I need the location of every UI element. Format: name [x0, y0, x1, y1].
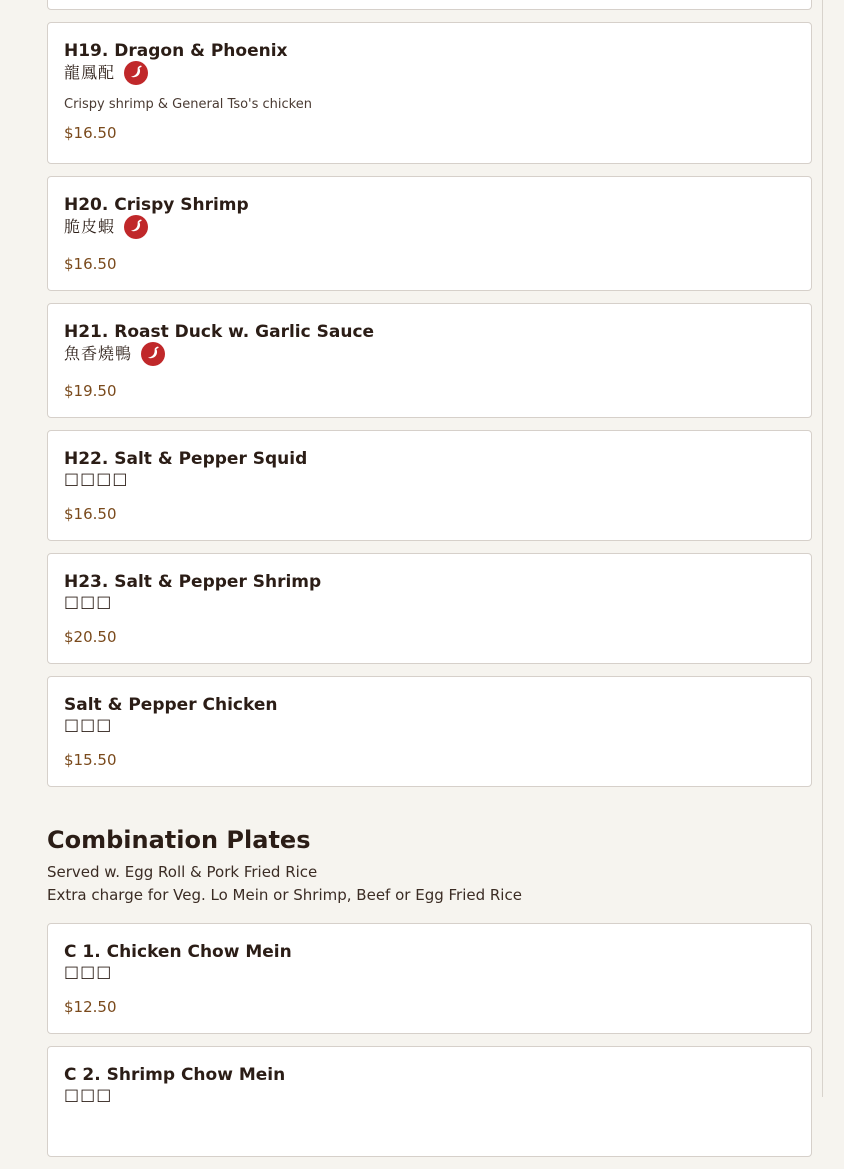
chili-pepper-icon: [141, 342, 165, 366]
item-price: $19.50: [64, 382, 117, 400]
menu-item-card[interactable]: [47, 176, 812, 291]
item-subline: [64, 593, 795, 611]
item-subline: [64, 216, 795, 238]
menu-item-card[interactable]: [47, 22, 812, 164]
menu-item-card[interactable]: [47, 1046, 812, 1157]
item-subline: [64, 62, 795, 84]
item-name: H20. Crispy Shrimp: [64, 195, 249, 215]
item-description: Crispy shrimp & General Tso's chicken: [64, 97, 312, 112]
item-subline: [64, 716, 795, 734]
item-chinese-name: 脆皮蝦: [64, 217, 116, 236]
item-price: $20.50: [64, 628, 117, 646]
item-price: $15.50: [64, 751, 117, 769]
menu-item-card[interactable]: [47, 303, 812, 418]
item-price: $16.50: [64, 124, 117, 142]
item-name: H21. Roast Duck w. Garlic Sauce: [64, 322, 375, 342]
item-chinese-name: □□□□: [64, 469, 129, 488]
item-name: H23. Salt & Pepper Shrimp: [64, 572, 322, 592]
item-chinese-name: 龍鳳配: [64, 63, 116, 82]
item-name: H19. Dragon & Phoenix: [64, 41, 288, 61]
menu-item-card[interactable]: [47, 676, 812, 787]
page-right-border: [822, 0, 823, 1097]
chili-pepper-icon: [124, 215, 148, 239]
item-price: $16.50: [64, 255, 117, 273]
item-subline: [64, 963, 795, 981]
item-chinese-name: 魚香燒鴨: [64, 344, 133, 363]
item-chinese-name: □□□: [64, 592, 113, 611]
combination-plates-section: [47, 799, 812, 1157]
item-name: H22. Salt & Pepper Squid: [64, 449, 308, 469]
item-subline: [64, 470, 795, 488]
chili-pepper-icon: [124, 61, 148, 85]
item-name: C 1. Chicken Chow Mein: [64, 942, 292, 962]
item-subline: [64, 343, 795, 365]
item-name: C 2. Shrimp Chow Mein: [64, 1065, 286, 1085]
item-price: $12.50: [64, 998, 117, 1016]
item-chinese-name: □□□: [64, 715, 113, 734]
item-name: Salt & Pepper Chicken: [64, 695, 278, 715]
item-chinese-name: □□□: [64, 1085, 113, 1104]
menu-item-card[interactable]: [47, 553, 812, 664]
menu-item-card[interactable]: [47, 923, 812, 1034]
item-chinese-name: □□□: [64, 962, 113, 981]
item-price: $16.50: [64, 505, 117, 523]
section-note-line-2: Extra charge for Veg. Lo Mein or Shrimp, Beef or Egg Fried Rice: [47, 886, 522, 904]
item-subline: [64, 1086, 795, 1104]
menu-column: [47, 0, 812, 1169]
menu-item-card-previous[interactable]: [47, 0, 812, 10]
section-note-line-1: Served w. Egg Roll & Pork Fried Rice: [47, 863, 318, 881]
menu-item-card[interactable]: [47, 430, 812, 541]
section-title: Combination Plates: [47, 826, 311, 854]
